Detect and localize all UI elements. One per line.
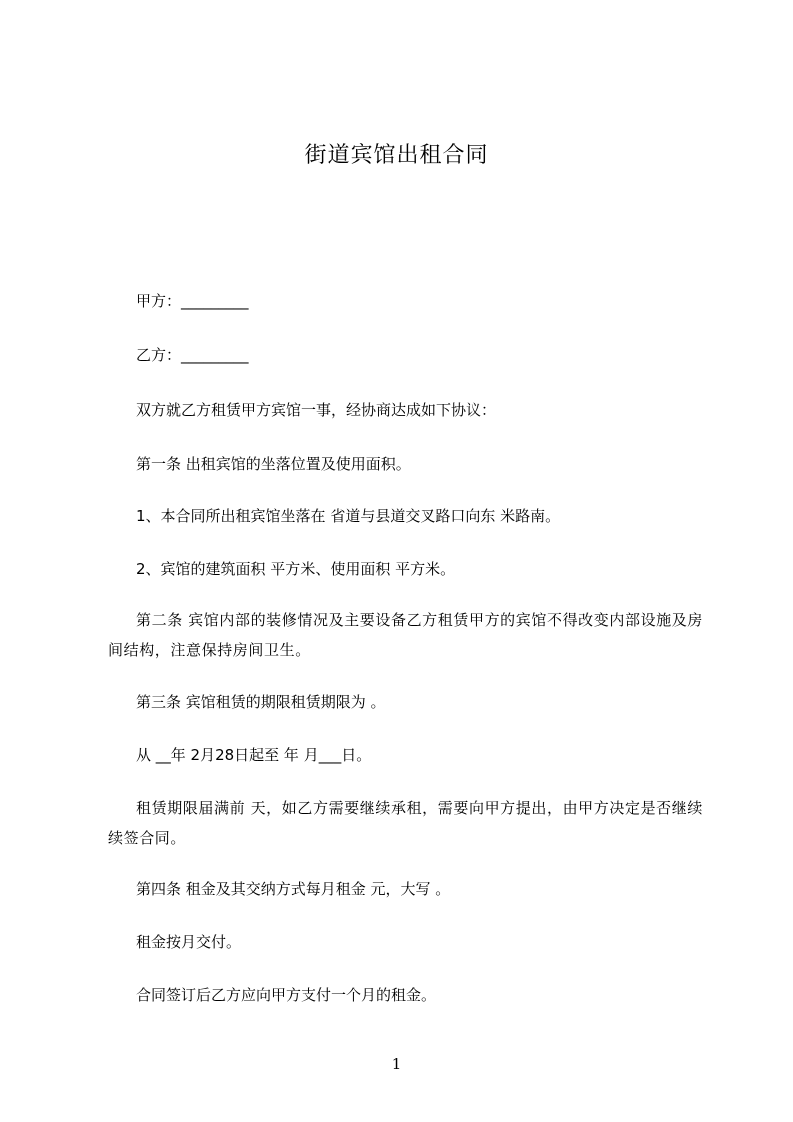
party-b-line: 乙方：_________: [136, 346, 249, 364]
article-2-paragraph: 第二条 宾馆内部的装修情况及主要设备乙方租赁甲方的宾馆不得改变内部设施及房间结构，注意保持房间卫生。: [108, 611, 703, 659]
article-4-first-payment: 合同签订后乙方应向甲方支付一个月的租金。: [136, 986, 437, 1004]
intro-paragraph: 双方就乙方租赁甲方宾馆一事，经协商达成如下协议：: [136, 401, 497, 419]
article-1-item-1: 1、本合同所出租宾馆坐落在 省道与县道交叉路口向东 米路南。: [136, 507, 561, 525]
page-number: 1: [391, 1055, 402, 1073]
article-3-heading: 第三条 宾馆租赁的期限租赁期限为 。: [136, 693, 386, 711]
article-3-renewal-paragraph: 租赁期限届满前 天，如乙方需要继续承租，需要向甲方提出，由甲方决定是否继续续签合同。: [108, 799, 703, 847]
document-title: 街道宾馆出租合同: [304, 143, 489, 168]
article-1-heading: 第一条 出租宾馆的坐落位置及使用面积。: [136, 455, 411, 473]
party-a-line: 甲方：_________: [136, 292, 249, 310]
article-1-item-2: 2、宾馆的建筑面积 平方米、使用面积 平方米。: [136, 560, 456, 578]
article-4-heading: 第四条 租金及其交纳方式每月租金 元，大写 。: [136, 880, 451, 898]
article-4-monthly: 租金按月交付。: [136, 933, 242, 951]
article-3-period: 从 __年 2月28日起至 年 月___日。: [136, 746, 372, 764]
